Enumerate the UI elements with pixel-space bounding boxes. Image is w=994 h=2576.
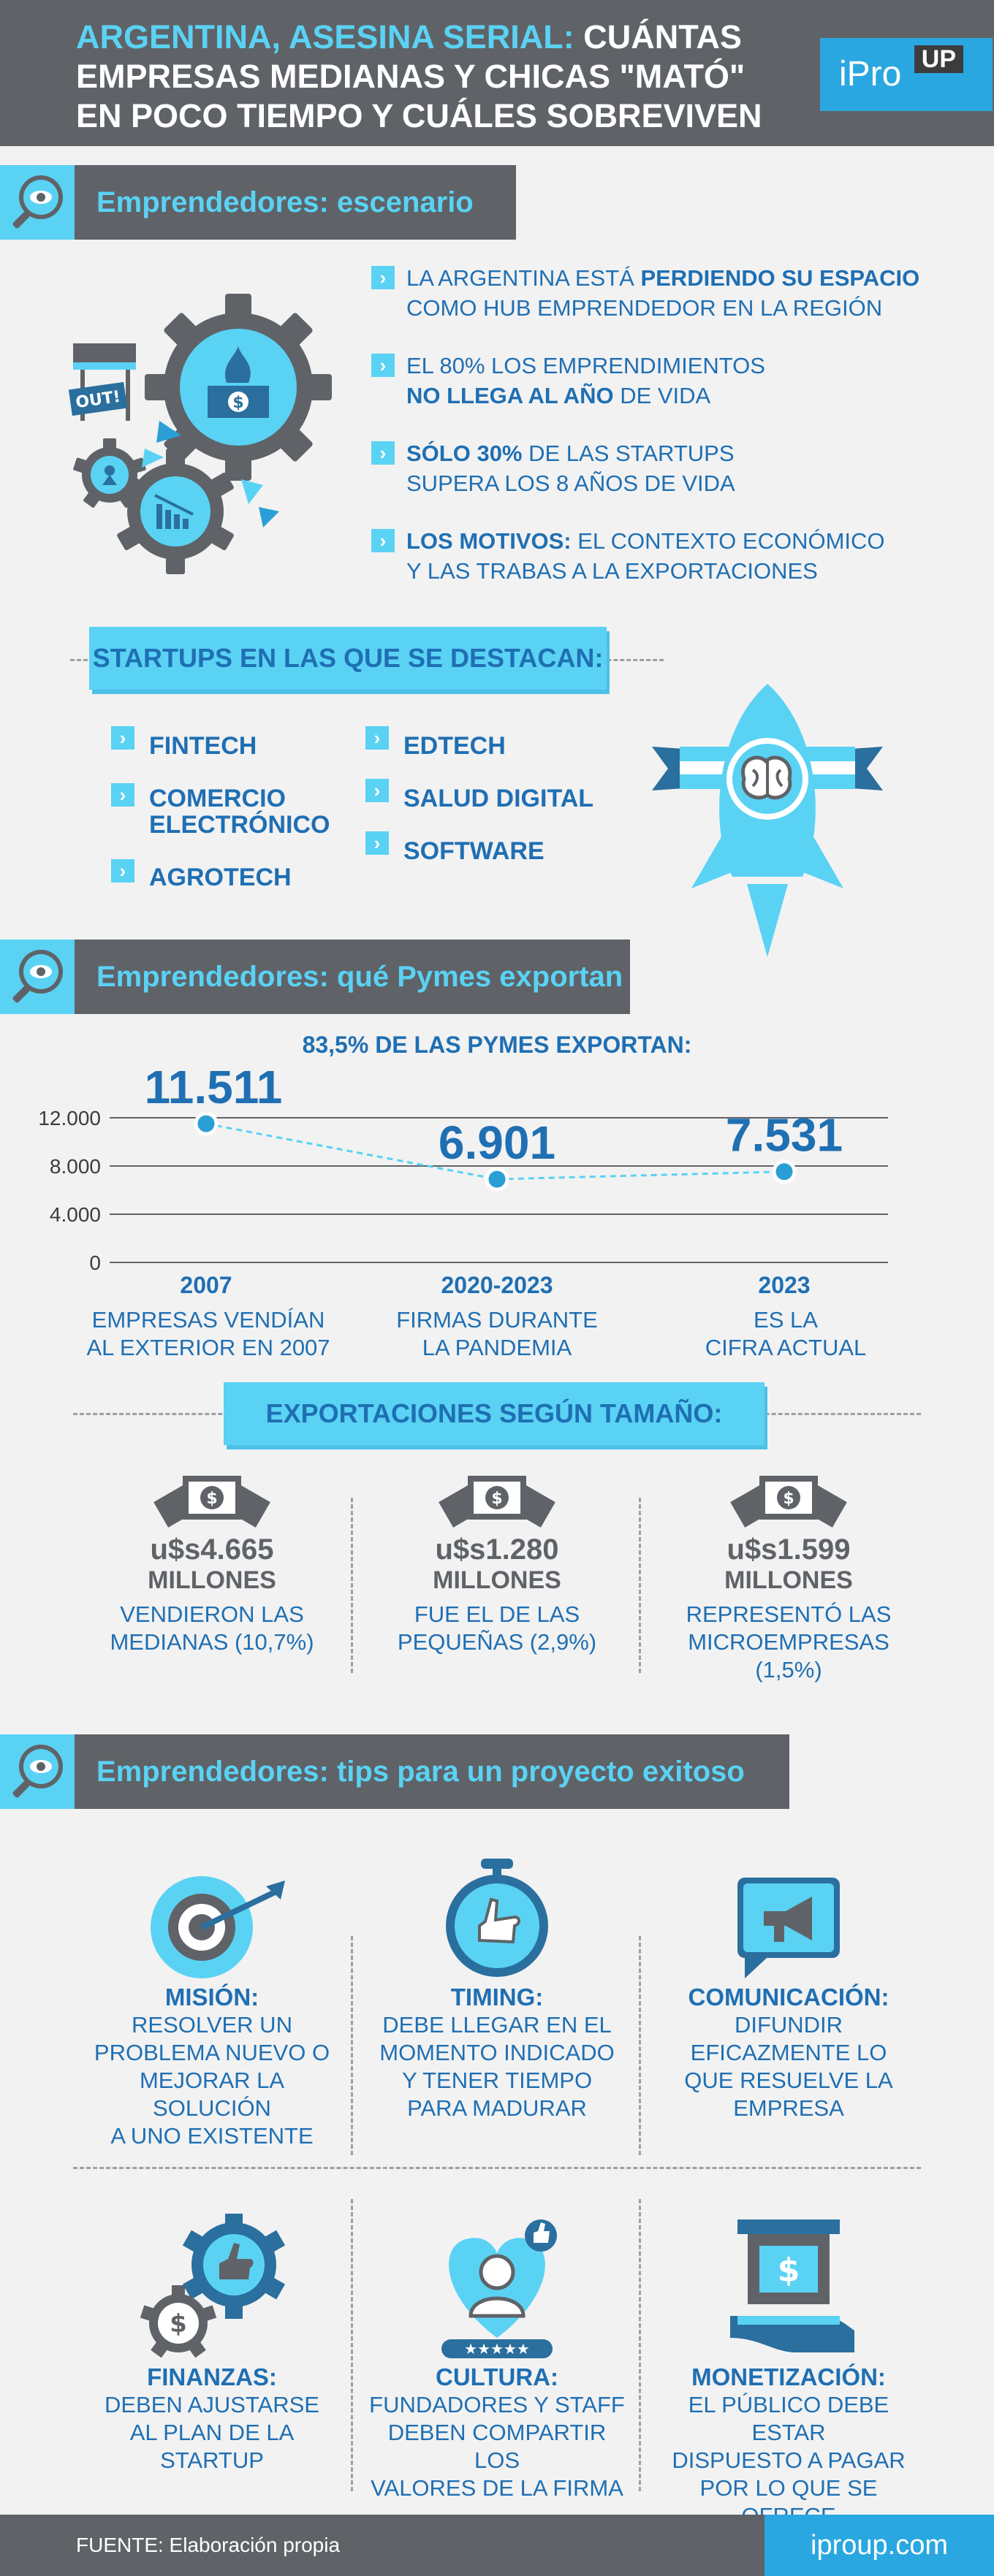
divider bbox=[639, 2199, 641, 2491]
startup-software: SOFTWARE bbox=[403, 837, 545, 865]
money-stack-icon bbox=[153, 1468, 270, 1530]
page-header bbox=[0, 0, 994, 146]
data-point bbox=[487, 1169, 507, 1189]
tip-mision bbox=[80, 1870, 344, 2150]
bullet-1-bold: PERDIENDO SU ESPACIO bbox=[640, 265, 920, 291]
site-link[interactable]: iproup.com bbox=[765, 2515, 994, 2576]
desc-2007-line1: EMPRESAS VENDÍAN bbox=[91, 1307, 325, 1333]
tip-comunicacion-line: DIFUNDIR bbox=[734, 2012, 843, 2038]
bullet-4-text: EL CONTEXTO ECONÓMICO bbox=[571, 528, 885, 554]
bullet-2 bbox=[371, 351, 765, 411]
desc-2023-line2: CIFRA ACTUAL bbox=[705, 1335, 867, 1360]
brand-badge: UP bbox=[914, 45, 963, 73]
out-sign: OUT! bbox=[74, 387, 122, 413]
tip-timing-title: TIMING: bbox=[450, 1984, 544, 2011]
x-tick-label: 2020-2023 bbox=[441, 1272, 553, 1298]
title-highlight: ARGENTINA, ASESINA SERIAL: bbox=[76, 18, 574, 56]
tip-timing-line: Y TENER TIEMPO bbox=[401, 2068, 593, 2093]
divider bbox=[351, 1936, 353, 2155]
startup-comercio: COMERCIO bbox=[149, 785, 286, 812]
bullet-3-line2: SUPERA LOS 8 AÑOS DE VIDA bbox=[406, 470, 735, 496]
x-tick-label: 2007 bbox=[180, 1272, 232, 1298]
stopwatch-icon bbox=[424, 1856, 570, 1980]
source-value: Elaboración propia bbox=[163, 2534, 341, 2556]
bullet-1-line2: COMO HUB EMPRENDEDOR EN LA REGIÓN bbox=[406, 295, 883, 321]
tip-monetizacion bbox=[653, 2214, 924, 2530]
section-title-escenario: Emprendedores: escenario bbox=[75, 165, 516, 240]
desc-2007 bbox=[80, 1306, 336, 1362]
tip-cultura-line: FUNDADORES Y STAFF bbox=[369, 2392, 625, 2417]
svg-text:★★★★★: ★★★★★ bbox=[464, 2340, 530, 2358]
money-stack-icon bbox=[439, 1468, 555, 1530]
tip-timing bbox=[365, 1856, 629, 2122]
divider bbox=[351, 2199, 353, 2491]
title-line-2: EMPRESAS MEDIANAS Y CHICAS "MATÓ" bbox=[76, 58, 746, 95]
data-point bbox=[774, 1162, 794, 1182]
target-icon bbox=[132, 1870, 292, 1980]
tip-comunicacion-line: EFICAZMENTE LO bbox=[690, 2040, 887, 2065]
chevron-right-icon: › bbox=[365, 779, 389, 802]
size-medianas bbox=[80, 1468, 344, 1656]
brand-logo[interactable] bbox=[820, 38, 993, 111]
tip-cultura-line: DEBEN COMPARTIR LOS bbox=[387, 2420, 607, 2473]
svg-text:$: $ bbox=[170, 2309, 187, 2339]
gear-thumbs-up-icon bbox=[132, 2214, 292, 2360]
tip-monetizacion-line: POR LO QUE SE bbox=[699, 2475, 878, 2501]
startup-fintech: FINTECH bbox=[149, 732, 257, 760]
unit-pequenas: MILLONES bbox=[433, 1566, 561, 1594]
startup-electronico: ELECTRÓNICO bbox=[149, 811, 330, 839]
bullet-1 bbox=[371, 263, 919, 323]
svg-text:$: $ bbox=[777, 2252, 800, 2289]
y-tick-label: 12.000 bbox=[38, 1107, 101, 1129]
divider bbox=[351, 1498, 353, 1673]
register-hand-icon bbox=[708, 2214, 869, 2360]
tip-mision-line: MEJORAR LA SOLUCIÓN bbox=[139, 2068, 285, 2121]
medianas-line2: MEDIANAS (10,7%) bbox=[110, 1629, 314, 1655]
tip-mision-line: A UNO EXISTENTE bbox=[110, 2123, 314, 2149]
bullet-3-bold: SÓLO 30% bbox=[406, 441, 523, 466]
chevron-right-icon: › bbox=[111, 726, 134, 750]
bullet-2-text: EL 80% LOS EMPRENDIMIENTOS bbox=[406, 353, 765, 378]
page-footer bbox=[0, 2515, 994, 2576]
tip-finanzas bbox=[80, 2214, 344, 2474]
title-line-3: EN POCO TIEMPO Y CUÁLES SOBREVIVEN bbox=[76, 97, 762, 134]
tip-finanzas-line: DEBEN AJUSTARSE bbox=[104, 2392, 319, 2417]
startups-ribbon: STARTUPS EN LAS QUE SE DESTACAN: bbox=[89, 627, 607, 690]
bullet-3-text: DE LAS STARTUPS bbox=[522, 441, 735, 466]
tip-cultura-title: CULTURA: bbox=[435, 2363, 558, 2390]
tip-finanzas-line: STARTUP bbox=[160, 2447, 264, 2473]
magnifier-eye-icon bbox=[0, 940, 75, 1014]
tip-monetizacion-line: DISPUESTO A PAGAR bbox=[672, 2447, 906, 2473]
money-stack-icon bbox=[730, 1468, 847, 1530]
source-text bbox=[76, 2515, 340, 2576]
micro-line1: REPRESENTÓ LAS bbox=[686, 1601, 892, 1627]
tip-monetizacion-line: EL PÚBLICO DEBE ESTAR bbox=[688, 2392, 889, 2445]
tip-finanzas-title: FINANZAS: bbox=[147, 2363, 277, 2390]
startup-edtech: EDTECH bbox=[403, 732, 506, 760]
exports-ribbon: EXPORTACIONES SEGÚN TAMAÑO: bbox=[224, 1382, 765, 1445]
tip-comunicacion-line: EMPRESA bbox=[733, 2095, 844, 2121]
desc-2023 bbox=[658, 1306, 914, 1362]
tip-timing-line: MOMENTO INDICADO bbox=[379, 2040, 615, 2065]
bullet-2-bold: NO LLEGA AL AÑO bbox=[406, 383, 614, 408]
chevron-right-icon: › bbox=[371, 529, 395, 552]
page-title bbox=[76, 18, 778, 136]
svg-text:$: $ bbox=[783, 1490, 794, 1508]
tip-cultura-line: VALORES DE LA FIRMA bbox=[371, 2475, 623, 2501]
chevron-right-icon: › bbox=[371, 354, 395, 377]
desc-2023-line1: ES LA bbox=[754, 1307, 818, 1333]
amount-micro: u$s1.599 bbox=[726, 1533, 851, 1566]
data-label: 7.531 bbox=[725, 1108, 843, 1162]
chevron-right-icon: › bbox=[371, 441, 395, 465]
micro-line2: MICROEMPRESAS (1,5%) bbox=[688, 1629, 889, 1683]
startup-salud-digital: SALUD DIGITAL bbox=[403, 785, 594, 812]
bullet-4-bold: LOS MOTIVOS: bbox=[406, 528, 572, 554]
heart-person-icon bbox=[424, 2214, 570, 2360]
magnifier-eye-icon bbox=[0, 165, 75, 240]
amount-medianas: u$s4.665 bbox=[150, 1533, 274, 1566]
y-tick-label: 4.000 bbox=[49, 1203, 101, 1226]
tip-comunicacion bbox=[653, 1870, 924, 2122]
chevron-right-icon: › bbox=[371, 266, 395, 289]
desc-2020-2023 bbox=[373, 1306, 621, 1362]
tip-finanzas-line: AL PLAN DE LA bbox=[129, 2420, 295, 2445]
bullet-4-line2: Y LAS TRABAS A LA EXPORTACIONES bbox=[406, 558, 818, 584]
size-micro bbox=[653, 1468, 924, 1684]
pequenas-line1: FUE EL DE LAS bbox=[414, 1601, 580, 1627]
gears-illustration bbox=[66, 292, 351, 584]
tip-timing-line: DEBE LLEGAR EN EL bbox=[382, 2012, 612, 2038]
tip-cultura bbox=[365, 2214, 629, 2502]
data-label: 11.511 bbox=[144, 1067, 283, 1114]
chevron-right-icon: › bbox=[111, 859, 134, 883]
amount-pequenas: u$s1.280 bbox=[435, 1533, 559, 1566]
megaphone-icon bbox=[716, 1870, 862, 1980]
brand-name: iPro bbox=[839, 55, 902, 94]
desc-2020-line2: LA PANDEMIA bbox=[422, 1335, 572, 1360]
svg-text:$: $ bbox=[206, 1490, 218, 1508]
y-tick-label: 8.000 bbox=[49, 1155, 101, 1178]
tip-mision-title: MISIÓN: bbox=[164, 1984, 259, 2011]
x-tick-label: 2023 bbox=[758, 1272, 811, 1298]
svg-text:$: $ bbox=[491, 1490, 503, 1508]
chevron-right-icon: › bbox=[365, 726, 389, 750]
divider bbox=[73, 2167, 921, 2169]
divider bbox=[639, 1936, 641, 2155]
medianas-line1: VENDIERON LAS bbox=[120, 1601, 304, 1627]
title-rest: CUÁNTAS bbox=[574, 18, 742, 56]
tip-monetizacion-title: MONETIZACIÓN: bbox=[691, 2363, 886, 2390]
size-pequenas bbox=[365, 1468, 629, 1656]
magnifier-eye-icon bbox=[0, 1734, 75, 1809]
bullet-1-text: LA ARGENTINA ESTÁ bbox=[406, 265, 641, 291]
bullet-4 bbox=[371, 526, 885, 586]
svg-text:$: $ bbox=[232, 394, 244, 412]
tip-mision-line: PROBLEMA NUEVO O bbox=[94, 2040, 330, 2065]
tip-comunicacion-title: COMUNICACIÓN: bbox=[688, 1984, 889, 2011]
tip-mision-line: RESOLVER UN bbox=[132, 2012, 292, 2038]
section-title-pymes: Emprendedores: qué Pymes exportan bbox=[75, 940, 630, 1014]
chevron-right-icon: › bbox=[365, 831, 389, 855]
unit-medianas: MILLONES bbox=[148, 1566, 276, 1594]
chevron-right-icon: › bbox=[111, 783, 134, 807]
data-point bbox=[196, 1113, 216, 1134]
source-label: FUENTE: bbox=[76, 2534, 164, 2556]
desc-2020-line1: FIRMAS DURANTE bbox=[396, 1307, 598, 1333]
section-title-tips: Emprendedores: tips para un proyecto exitoso bbox=[75, 1734, 789, 1809]
divider bbox=[639, 1498, 641, 1673]
desc-2007-line2: AL EXTERIOR EN 2007 bbox=[86, 1335, 330, 1360]
startup-agrotech: AGROTECH bbox=[149, 864, 292, 891]
data-label: 6.901 bbox=[438, 1116, 556, 1170]
rocket-brain-icon bbox=[650, 679, 884, 964]
tip-comunicacion-line: QUE RESUELVE LA bbox=[684, 2068, 893, 2093]
chart-subtitle: 83,5% DE LAS PYMES EXPORTAN: bbox=[302, 1032, 692, 1058]
bullet-2-line2: DE VIDA bbox=[613, 383, 711, 408]
tip-timing-line: PARA MADURAR bbox=[407, 2095, 587, 2121]
y-tick-label: 0 bbox=[89, 1251, 101, 1274]
pequenas-line2: PEQUEÑAS (2,9%) bbox=[397, 1629, 597, 1655]
unit-micro: MILLONES bbox=[724, 1566, 853, 1594]
bullet-3 bbox=[371, 438, 735, 498]
